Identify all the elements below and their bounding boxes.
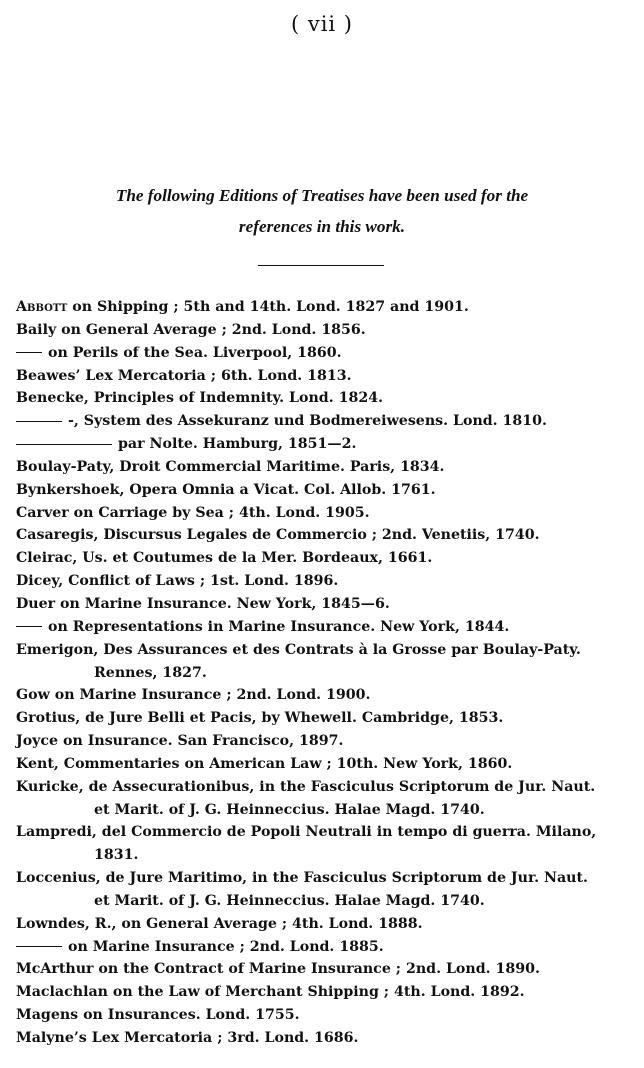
entry-text: par Nolte. Hamburg, 1851—2. (118, 436, 357, 453)
treatise-entry (16, 456, 628, 479)
section-heading (30, 180, 614, 242)
ditto-dash (16, 946, 62, 947)
entry-text: Lowndes, R., on General Average ; 4th. Lond. 1888. (16, 915, 423, 932)
treatise-entry (16, 730, 628, 753)
entry-text: Duer on Marine Insurance. New York, 1845—6. (16, 595, 390, 612)
entry-continuation (16, 890, 628, 913)
entry-text: -, System des Assekuranz und Bodmereiwesens. Lond. 1810. (68, 413, 547, 430)
treatise-entry (16, 479, 628, 502)
entry-text: 1831. (94, 847, 139, 864)
treatise-entry (16, 867, 628, 890)
entry-continuation (16, 662, 628, 685)
ditto-dash (16, 352, 42, 353)
treatise-entry (16, 342, 628, 365)
treatise-entry (16, 365, 628, 388)
treatise-entry (16, 319, 628, 342)
treatise-entry (16, 958, 628, 981)
page-number: ( vii ) (290, 12, 354, 36)
treatise-entry (16, 410, 628, 433)
entry-text: Casaregis, Discursus Legales de Commercio ; 2nd. Venetiis, 1740. (16, 527, 540, 544)
treatise-entry (16, 913, 628, 936)
treatise-list (16, 296, 628, 1050)
treatise-entry (16, 753, 628, 776)
entry-text: Baily on General Average ; 2nd. Lond. 1856. (16, 321, 366, 338)
treatise-entry (16, 684, 628, 707)
entry-text: et Marit. of J. G. Heinneccius. Halae Magd. 1740. (94, 892, 485, 909)
entry-text: et Marit. of J. G. Heinneccius. Halae Magd. 1740. (94, 801, 485, 818)
treatise-entry (16, 1027, 628, 1050)
entry-text: Lampredi, del Commercio de Popoli Neutrali in tempo di guerra. Milano, (16, 824, 597, 841)
treatise-entry (16, 502, 628, 525)
entry-text: on Representations in Marine Insurance. New York, 1844. (48, 618, 510, 635)
treatise-entry (16, 981, 628, 1004)
treatise-entry (16, 524, 628, 547)
ditto-dash (16, 421, 62, 422)
entry-text: McArthur on the Contract of Marine Insurance ; 2nd. Lond. 1890. (16, 961, 540, 978)
entry-text: Grotius, de Jure Belli et Pacis, by Whewell. Cambridge, 1853. (16, 710, 504, 727)
entry-text: Gow on Marine Insurance ; 2nd. Lond. 1900. (16, 687, 371, 704)
treatise-entry (16, 639, 628, 662)
treatise-entry (16, 616, 628, 639)
treatise-entry (16, 296, 628, 319)
entry-text: Beawes’ Lex Mercatoria ; 6th. Lond. 1813. (16, 367, 352, 384)
entry-text: Dicey, Conflict of Laws ; 1st. Lond. 1896. (16, 573, 339, 590)
treatise-entry (16, 570, 628, 593)
entry-text: on Perils of the Sea. Liverpool, 1860. (48, 344, 342, 361)
entry-text: Emerigon, Des Assurances et des Contrats à la Grosse par Boulay-Paty. (16, 641, 581, 658)
entry-text: on Marine Insurance ; 2nd. Lond. 1885. (68, 938, 384, 955)
entry-continuation (16, 799, 628, 822)
entry-text: Loccenius, de Jure Maritimo, in the Fasciculus Scriptorum de Jur. Naut. (16, 870, 588, 887)
entry-text: Maclachlan on the Law of Merchant Shipping ; 4th. Lond. 1892. (16, 984, 525, 1001)
ditto-dash (16, 444, 112, 445)
treatise-entry (16, 433, 628, 456)
entry-text: Kent, Commentaries on American Law ; 10th. New York, 1860. (16, 755, 513, 772)
entry-continuation (16, 844, 628, 867)
treatise-entry (16, 776, 628, 799)
heading-line-2: references in this work. (238, 217, 406, 236)
heading-line-1: The following Editions of Treatises have been used for the (115, 186, 529, 205)
treatise-entry (16, 387, 628, 410)
treatise-entry (16, 821, 628, 844)
entry-text: Rennes, 1827. (94, 664, 207, 681)
entry-text: Malyne’s Lex Mercatoria ; 3rd. Lond. 1686. (16, 1030, 359, 1046)
entry-text: Joyce on Insurance. San Francisco, 1897. (16, 733, 344, 750)
entry-text: Boulay-Paty, Droit Commercial Maritime. Paris, 1834. (16, 458, 445, 475)
heading-divider (258, 265, 384, 266)
treatise-entry (16, 593, 628, 616)
entry-text: on Shipping ; 5th and 14th. Lond. 1827 and 1901. (67, 299, 469, 315)
ditto-dash (16, 626, 42, 627)
treatise-entry (16, 707, 628, 730)
entry-text: Kuricke, de Assecurationibus, in the Fasciculus Scriptorum de Jur. Naut. (16, 778, 596, 795)
treatise-entry (16, 547, 628, 570)
entry-text: Magens on Insurances. Lond. 1755. (16, 1007, 300, 1024)
entry-text: Bynkershoek, Opera Omnia a Vicat. Col. Allob. 1761. (16, 481, 436, 498)
treatise-entry (16, 936, 628, 959)
treatise-entry (16, 1004, 628, 1027)
entry-author: Abbott (16, 299, 68, 315)
entry-text: Benecke, Principles of Indemnity. Lond. 1824. (16, 390, 384, 407)
entry-text: Carver on Carriage by Sea ; 4th. Lond. 1905. (16, 504, 370, 521)
entry-text: Cleirac, Us. et Coutumes de la Mer. Bordeaux, 1661. (16, 550, 433, 567)
